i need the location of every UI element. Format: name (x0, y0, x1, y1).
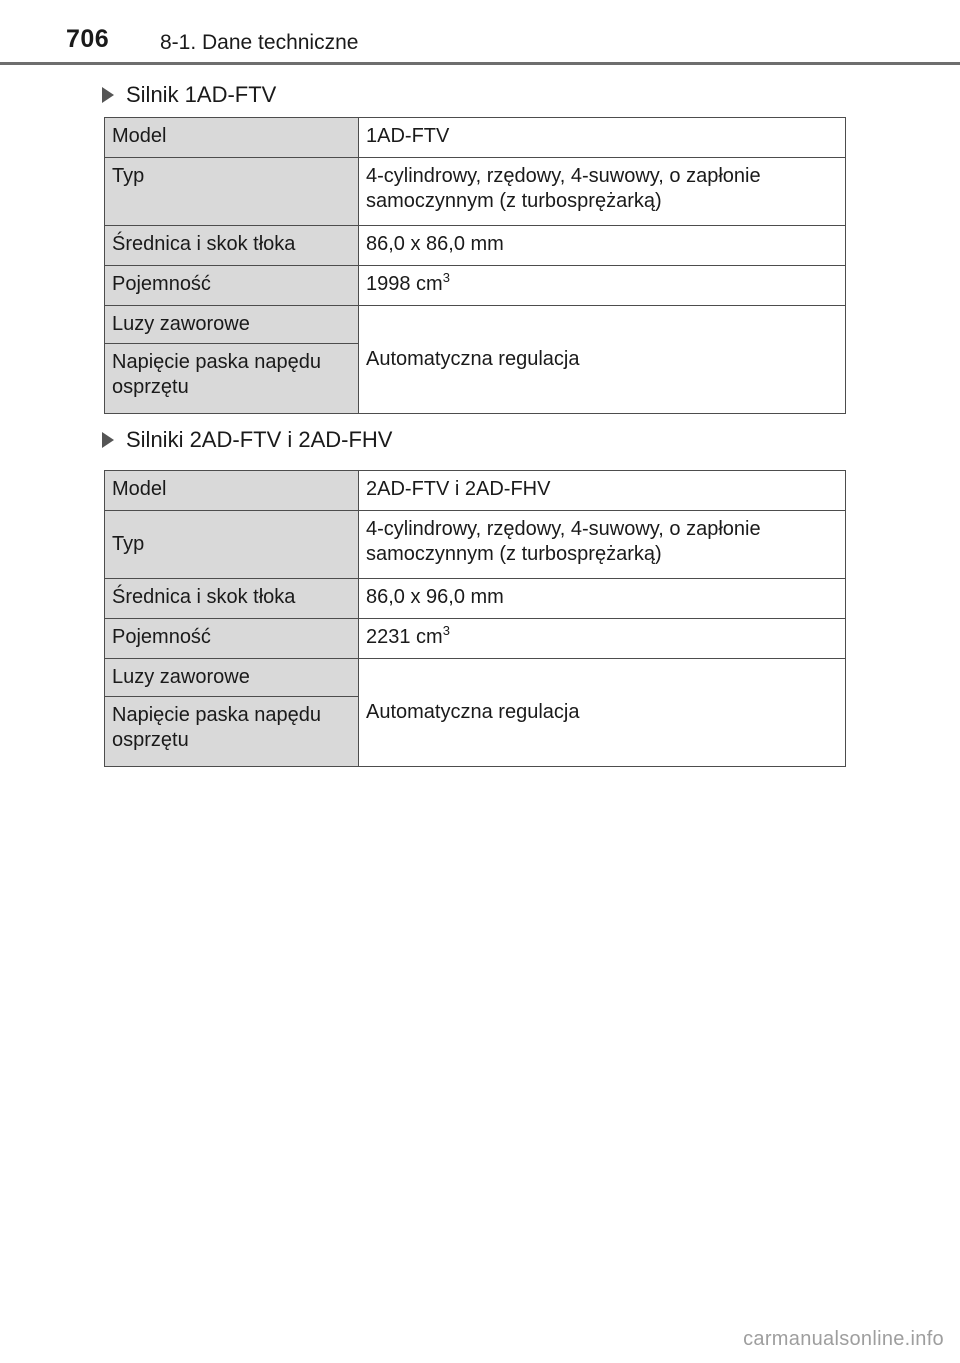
row-value-merged: Automatyczna regulacja (359, 659, 846, 767)
row-label: Średnica i skok tłoka (105, 579, 359, 619)
chapter-title: 8-1. Dane techniczne (160, 31, 359, 54)
row-label: Typ (105, 511, 359, 579)
row-value: 4-cylindrowy, rzędowy, 4-suwowy, o zapłonie samoczynnym (z turbosprężarką) (359, 158, 846, 226)
table-row (105, 619, 846, 659)
row-value (359, 619, 846, 659)
page-header (0, 0, 960, 64)
row-value-merged: Automatyczna regulacja (359, 306, 846, 414)
table-row (105, 118, 846, 158)
triangle-bullet-icon (102, 432, 114, 448)
row-label: Napięcie paska napędu osprzętu (105, 697, 359, 767)
spec-table-1ad-ftv (104, 117, 846, 414)
spec-table-2ad (104, 470, 846, 767)
table-row (105, 511, 846, 579)
superscript: 3 (442, 270, 450, 285)
superscript: 3 (442, 623, 450, 638)
table-row (105, 659, 846, 697)
section-heading-1ad-ftv (102, 80, 276, 110)
row-label: Pojemność (105, 619, 359, 659)
section-heading-text: Silnik 1AD-FTV (126, 82, 277, 107)
table-row (105, 266, 846, 306)
row-value: 4-cylindrowy, rzędowy, 4-suwowy, o zapłonie samoczynnym (z turbosprężarką) (359, 511, 846, 579)
row-label: Pojemność (105, 266, 359, 306)
row-label: Średnica i skok tłoka (105, 226, 359, 266)
row-value: 1AD-FTV (359, 118, 846, 158)
value-text: 2231 cm (366, 626, 443, 648)
table-row (105, 471, 846, 511)
header-divider (0, 62, 960, 65)
watermark: carmanualsonline.info (743, 1328, 944, 1350)
row-label: Luzy zaworowe (105, 659, 359, 697)
row-value: 2AD-FTV i 2AD-FHV (359, 471, 846, 511)
row-value: 86,0 x 96,0 mm (359, 579, 846, 619)
section-heading-2ad (102, 425, 392, 455)
section-heading-text: Silniki 2AD-FTV i 2AD-FHV (126, 427, 393, 452)
page-number: 706 (66, 25, 110, 53)
row-label: Napięcie paska napędu osprzętu (105, 344, 359, 414)
table-row (105, 579, 846, 619)
row-value (359, 266, 846, 306)
row-label: Typ (105, 158, 359, 226)
row-label: Model (105, 471, 359, 511)
table-row (105, 306, 846, 344)
table-row (105, 158, 846, 226)
row-label: Luzy zaworowe (105, 306, 359, 344)
triangle-bullet-icon (102, 87, 114, 103)
row-label: Model (105, 118, 359, 158)
table-row (105, 226, 846, 266)
value-text: 1998 cm (366, 273, 443, 295)
row-value: 86,0 x 86,0 mm (359, 226, 846, 266)
